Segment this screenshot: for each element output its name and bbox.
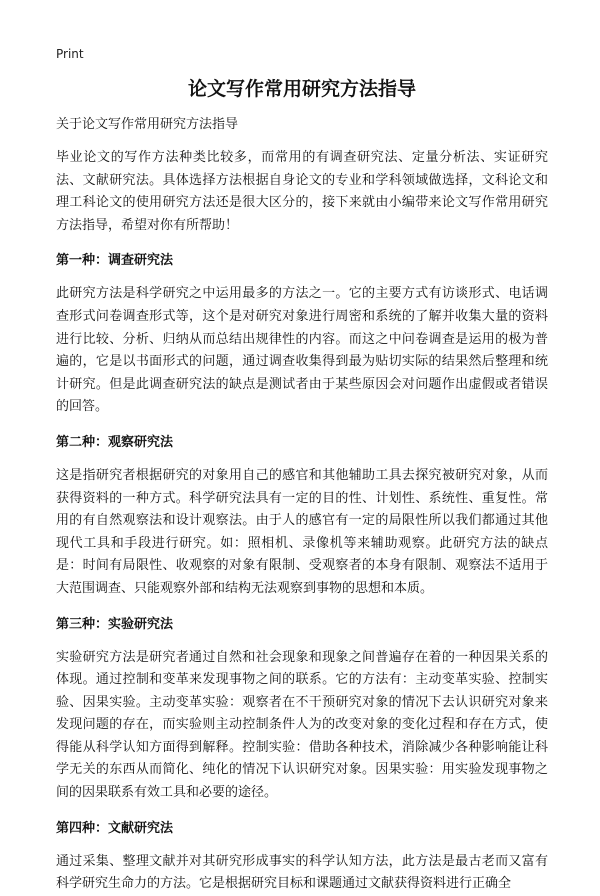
- print-link[interactable]: Print: [56, 47, 84, 61]
- section-heading-observation: 第二种：观察研究法: [56, 434, 174, 450]
- section-body-survey: 此研究方法是科学研究之中运用最多的方法之一。它的主要方式有访谈形式、电话调查形式问卷调查形式等，这个是对研究对象进行周密和系统的了解并收集大量的资料进行比较、分析、归纳从而总结出规律性的内容。而这之中问卷调查是运用的极为普遍的，它是以书面形式的问题，通过调查收集得到最为贴切实际的结果然后整理和统计研究。但是此调查研究法的缺点是测试者由于某些原因会对问题作出虚假或者错误的回答。: [56, 286, 548, 415]
- document-subtitle: 关于论文写作常用研究方法指导: [56, 117, 239, 132]
- section-body-observation: 这是指研究者根据研究的对象用自己的感官和其他辅助工具去探究被研究对象，从而获得资料的一种方式。科学研究法具有一定的目的性、计划性、系统性、重复性。常用的有自然观察法和设计观察法。由于人的感官有一定的局限性所以我们都通过其他现代工具和手段进行研究。如：照相机、录像机等来辅助观察。此研究方法的缺点是：时间有局限性、收观察的对象有限制、受观察者的本身有限制、观察法不适用于大范围调查、只能观察外部和结构无法观察到事物的思想和本质。: [56, 467, 548, 596]
- section-body-literature: 通过采集、整理文献并对其研究形成事实的科学认知方法，此方法是最古老而又富有科学研究生命力的方法。它是根据研究目标和课题通过文献获得资料进行正确全: [56, 853, 548, 892]
- section-heading-survey: 第一种：调查研究法: [56, 253, 174, 269]
- section-heading-experiment: 第三种：实验研究法: [56, 616, 174, 632]
- intro-paragraph: 毕业论文的写作方法种类比较多，而常用的有调查研究法、定量分析法、实证研究法、文献研究法。具体选择方法根据自身论文的专业和学科领域做选择，文科论文和理工科论文的使用研究方法还是很大区分的，接下来就由小编带来论文写作常用研究方法指导，希望对你有所帮助！: [56, 150, 548, 233]
- section-heading-literature: 第四种：文献研究法: [56, 820, 174, 836]
- section-body-experiment: 实验研究方法是研究者通过自然和社会现象和现象之间普遍存在着的一种因果关系的体现。通过控制和变革来发现事物之间的联系。它的方法有：主动变革实验、控制实验、因果实验。主动变革实验：观察者在不干预研究对象的情况下去认识研究对象来发现问题的存在，而实验则主动控制条件人为的改变对象的变化过程和存在方式，使得能从科学认知方面得到解释。控制实验：借助各种技术，消除减少各种影响能让科学无关的东西从而简化、纯化的情况下认识研究对象。因果实验：用实验发现事物之间的因果联系有效工具和必要的途径。: [56, 649, 548, 801]
- document-title: 论文写作常用研究方法指导: [187, 78, 416, 100]
